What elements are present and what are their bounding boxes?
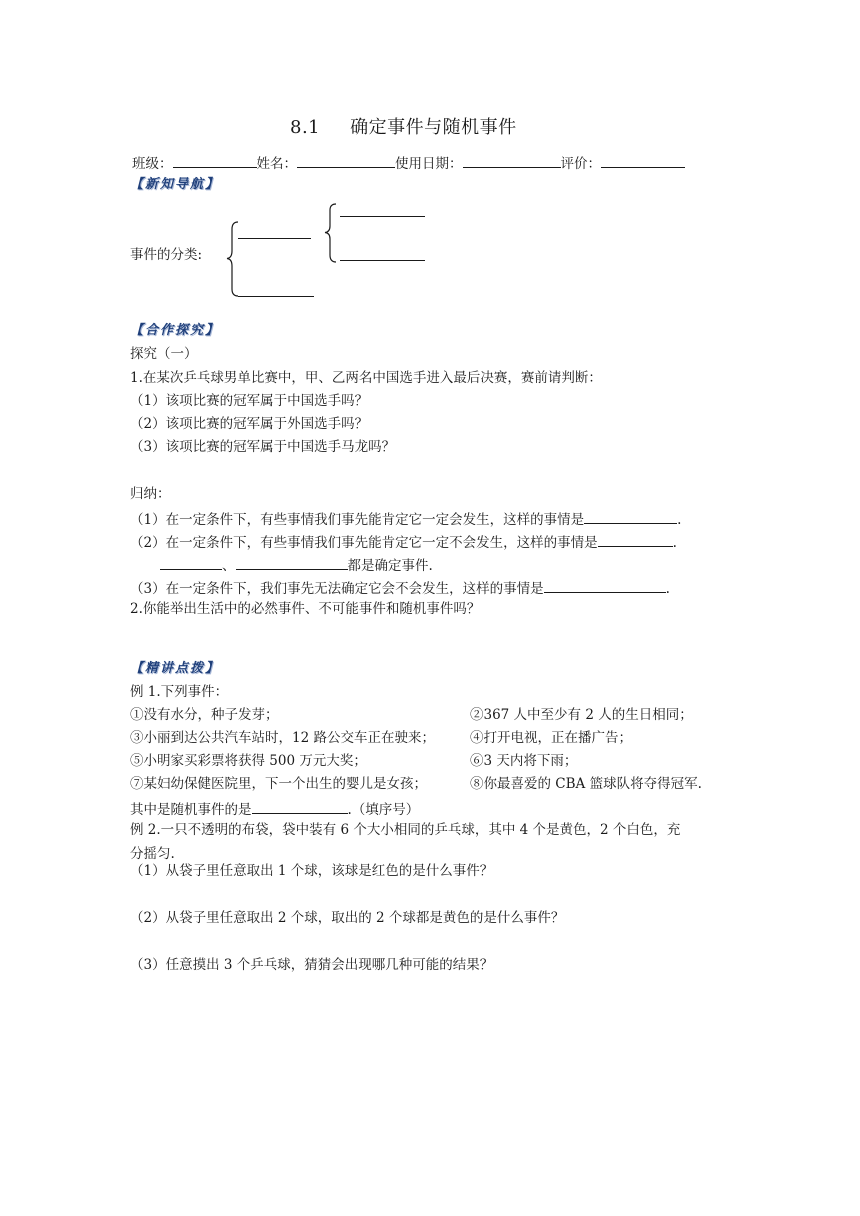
answer-suffix: .（填序号） (347, 802, 420, 818)
blank-deterministic[interactable] (238, 238, 311, 239)
explore-item: （1）该项比赛的冠军属于中国选手吗？ (130, 393, 369, 409)
classification-label: 事件的分类: (130, 247, 203, 263)
example1-item: ⑤小明家买彩票将获得 500 万元大奖； (130, 753, 367, 769)
period: . (677, 512, 682, 528)
explore-question-1: 1.在某次乒乓球男单比赛中，甲、乙两名中国选手进入最后决赛，赛前请判断： (130, 370, 602, 386)
answer-prefix: 其中是随机事件的是 (130, 802, 252, 818)
example1-heading: 例 1.下列事件： (130, 684, 229, 700)
info-line (132, 155, 685, 172)
date-label: 使用日期： (395, 156, 463, 172)
class-label: 班级： (132, 156, 173, 172)
section-header-new-knowledge: 【新知导航】 (130, 177, 221, 192)
summary-question-2: 2.你能举出生活中的必然事件、不可能事件和随机事件吗？ (130, 601, 481, 617)
example2-question: （3）任意摸出 3 个乒乓球，猜猜会出现哪几种可能的结果？ (130, 957, 494, 973)
blank-certain-event[interactable] (584, 511, 677, 524)
example1-item: ③小丽到达公共汽车站时，12 路公交车正在驶来； (130, 730, 435, 746)
summary-text: （3）在一定条件下，我们事先无法确定它会不会发生，这样的事情是 (130, 581, 544, 597)
date-blank[interactable] (463, 155, 561, 168)
inner-brace-icon (324, 203, 338, 263)
example1-answer (130, 801, 419, 818)
summary-text: （1）在一定条件下，有些事情我们事先能肯定它一定会发生，这样的事情是 (130, 512, 585, 528)
blank-random-event[interactable] (544, 580, 666, 593)
explore-heading: 探究（一） (130, 346, 198, 362)
period: . (672, 535, 677, 551)
page-title (290, 119, 517, 137)
example2-question: （1）从袋子里任意取出 1 个球，该球是红色的是什么事件？ (130, 863, 494, 879)
blank-answer-random[interactable] (252, 801, 348, 814)
summary-heading: 归纳： (130, 486, 171, 502)
section-header-explain: 【精讲点拨】 (130, 661, 221, 676)
example1-item: ⑦某妇幼保健医院里，下一个出生的婴儿是女孩； (130, 776, 427, 792)
blank-deterministic-b[interactable] (236, 557, 348, 570)
explore-item: （3）该项比赛的冠军属于中国选手马龙吗？ (130, 439, 396, 455)
explore-item: （2）该项比赛的冠军属于外国选手吗？ (130, 416, 369, 432)
blank-deterministic-a[interactable] (160, 557, 222, 570)
name-blank[interactable] (297, 155, 395, 168)
example1-item: ①没有水分，种子发芽； (130, 707, 279, 723)
example1-item: ④打开电视，正在播广告； (470, 730, 632, 746)
example1-item: ⑧你最喜爱的 CBA 篮球队将夺得冠军. (470, 776, 702, 792)
summary-line-2b (160, 557, 433, 574)
blank-random[interactable] (238, 296, 314, 297)
example1-item: ②367 人中至少有 2 人的生日相同； (470, 707, 693, 723)
example2-question: （2）从袋子里任意取出 2 个球，取出的 2 个球都是黄色的是什么事件？ (130, 910, 565, 926)
title-text: 确定事件与随机事件 (350, 117, 517, 138)
summary-line-3 (130, 580, 670, 597)
class-blank[interactable] (173, 155, 257, 168)
eval-label: 评价： (560, 156, 601, 172)
outer-brace-icon (226, 221, 240, 297)
example1-item: ⑥3 天内将下雨； (470, 753, 578, 769)
example2-line-1: 例 2.一只不透明的布袋，袋中装有 6 个大小相同的乒乓球，其中 4 个是黄色，2 个白色，充 (130, 822, 681, 838)
blank-impossible[interactable] (340, 260, 425, 261)
section-number: 8.1 (290, 117, 321, 138)
eval-blank[interactable] (601, 155, 685, 168)
blank-impossible-event[interactable] (598, 534, 673, 547)
name-label: 姓名： (256, 156, 297, 172)
separator: 、 (222, 558, 236, 574)
period: . (665, 581, 670, 597)
section-header-cooperate: 【合作探究】 (130, 323, 221, 338)
example2-line-2: 分摇匀. (130, 846, 175, 862)
summary-text: 都是确定事件. (347, 558, 433, 574)
blank-certain[interactable] (340, 216, 425, 217)
summary-line-2 (130, 534, 677, 551)
summary-line-1 (130, 511, 681, 528)
summary-text: （2）在一定条件下，有些事情我们事先能肯定它一定不会发生，这样的事情是 (130, 535, 598, 551)
